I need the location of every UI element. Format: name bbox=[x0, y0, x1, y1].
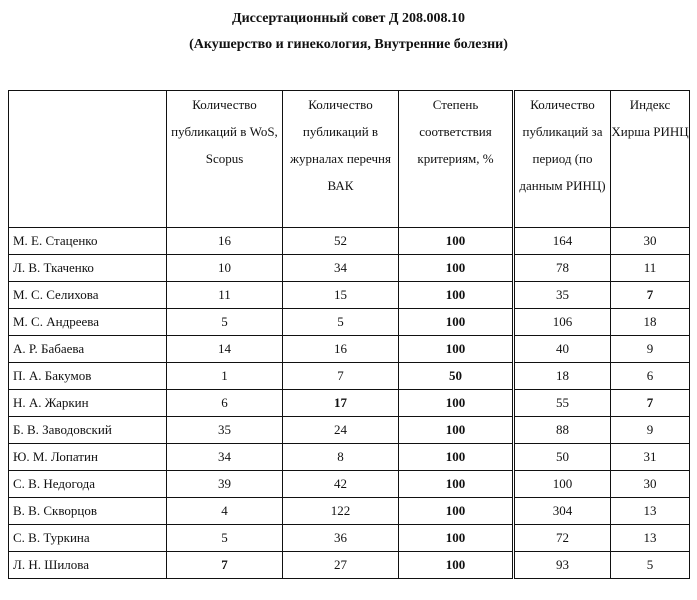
cell-hirsch: 13 bbox=[611, 498, 690, 525]
cell-hirsch: 18 bbox=[611, 309, 690, 336]
header-cell-hirsch: Индекс Хирша РИНЦ bbox=[611, 91, 690, 228]
table-row bbox=[9, 471, 690, 498]
cell-rinc: 100 bbox=[514, 471, 611, 498]
cell-criteria: 100 bbox=[399, 525, 514, 552]
cell-vak: 17 bbox=[283, 390, 399, 417]
cell-wos: 1 bbox=[167, 363, 283, 390]
table-row bbox=[9, 552, 690, 579]
cell-vak: 52 bbox=[283, 228, 399, 255]
cell-name: М. Е. Стаценко bbox=[9, 228, 167, 255]
cell-rinc: 40 bbox=[514, 336, 611, 363]
cell-name: С. В. Туркина bbox=[9, 525, 167, 552]
cell-wos: 39 bbox=[167, 471, 283, 498]
cell-rinc: 88 bbox=[514, 417, 611, 444]
cell-name: М. С. Селихова bbox=[9, 282, 167, 309]
cell-rinc: 50 bbox=[514, 444, 611, 471]
cell-vak: 7 bbox=[283, 363, 399, 390]
document-title: Диссертационный совет Д 208.008.10 bbox=[231, 11, 466, 26]
cell-wos: 14 bbox=[167, 336, 283, 363]
cell-hirsch: 30 bbox=[611, 228, 690, 255]
cell-name: Ю. М. Лопатин bbox=[9, 444, 167, 471]
table-row bbox=[9, 390, 690, 417]
cell-name: Н. А. Жаркин bbox=[9, 390, 167, 417]
cell-hirsch: 13 bbox=[611, 525, 690, 552]
cell-wos: 16 bbox=[167, 228, 283, 255]
cell-criteria: 100 bbox=[399, 282, 514, 309]
cell-vak: 36 bbox=[283, 525, 399, 552]
table-row bbox=[9, 309, 690, 336]
cell-name: А. Р. Бабаева bbox=[9, 336, 167, 363]
cell-rinc: 72 bbox=[514, 525, 611, 552]
table-row bbox=[9, 498, 690, 525]
cell-rinc: 55 bbox=[514, 390, 611, 417]
cell-criteria: 100 bbox=[399, 417, 514, 444]
cell-wos: 11 bbox=[167, 282, 283, 309]
cell-name: В. В. Скворцов bbox=[9, 498, 167, 525]
cell-criteria: 100 bbox=[399, 390, 514, 417]
cell-name: П. А. Бакумов bbox=[9, 363, 167, 390]
cell-rinc: 304 bbox=[514, 498, 611, 525]
cell-criteria: 100 bbox=[399, 498, 514, 525]
cell-rinc: 93 bbox=[514, 552, 611, 579]
table-row bbox=[9, 417, 690, 444]
header-cell-name bbox=[9, 91, 167, 228]
cell-hirsch: 5 bbox=[611, 552, 690, 579]
cell-wos: 10 bbox=[167, 255, 283, 282]
table-row bbox=[9, 336, 690, 363]
cell-rinc: 78 bbox=[514, 255, 611, 282]
cell-criteria: 100 bbox=[399, 552, 514, 579]
dissertation-council-table bbox=[8, 90, 690, 579]
cell-name: М. С. Андреева bbox=[9, 309, 167, 336]
cell-vak: 27 bbox=[283, 552, 399, 579]
cell-rinc: 18 bbox=[514, 363, 611, 390]
cell-rinc: 35 bbox=[514, 282, 611, 309]
cell-hirsch: 31 bbox=[611, 444, 690, 471]
cell-vak: 34 bbox=[283, 255, 399, 282]
cell-rinc: 106 bbox=[514, 309, 611, 336]
cell-hirsch: 9 bbox=[611, 417, 690, 444]
cell-rinc: 164 bbox=[514, 228, 611, 255]
header-cell-vak: Количество публикаций в журналах перечня ВАК bbox=[283, 91, 399, 228]
table-row bbox=[9, 255, 690, 282]
cell-criteria: 100 bbox=[399, 471, 514, 498]
cell-vak: 5 bbox=[283, 309, 399, 336]
header-cell-rinc: Количество публикаций за период (по данным РИНЦ) bbox=[514, 91, 611, 228]
cell-criteria: 100 bbox=[399, 336, 514, 363]
cell-hirsch: 11 bbox=[611, 255, 690, 282]
cell-wos: 5 bbox=[167, 309, 283, 336]
cell-wos: 7 bbox=[167, 552, 283, 579]
cell-name: Л. Н. Шилова bbox=[9, 552, 167, 579]
table-row bbox=[9, 444, 690, 471]
cell-hirsch: 6 bbox=[611, 363, 690, 390]
table-header-row bbox=[9, 91, 690, 228]
cell-hirsch: 7 bbox=[611, 282, 690, 309]
cell-hirsch: 7 bbox=[611, 390, 690, 417]
cell-name: С. В. Недогода bbox=[9, 471, 167, 498]
cell-criteria: 100 bbox=[399, 444, 514, 471]
cell-criteria: 100 bbox=[399, 255, 514, 282]
cell-wos: 4 bbox=[167, 498, 283, 525]
cell-vak: 42 bbox=[283, 471, 399, 498]
header-cell-criteria: Степень соответствия критериям, % bbox=[399, 91, 514, 228]
cell-name: Л. В. Ткаченко bbox=[9, 255, 167, 282]
cell-vak: 15 bbox=[283, 282, 399, 309]
cell-criteria: 100 bbox=[399, 228, 514, 255]
cell-vak: 24 bbox=[283, 417, 399, 444]
cell-vak: 122 bbox=[283, 498, 399, 525]
table-row bbox=[9, 525, 690, 552]
document-subtitle: (Акушерство и гинекология, Внутренние болезни) bbox=[189, 37, 508, 52]
cell-wos: 5 bbox=[167, 525, 283, 552]
header-cell-wos: Количество публикаций в WoS, Scopus bbox=[167, 91, 283, 228]
cell-hirsch: 30 bbox=[611, 471, 690, 498]
cell-criteria: 100 bbox=[399, 309, 514, 336]
table-row bbox=[9, 363, 690, 390]
cell-name: Б. В. Заводовский bbox=[9, 417, 167, 444]
cell-criteria: 50 bbox=[399, 363, 514, 390]
cell-vak: 8 bbox=[283, 444, 399, 471]
cell-wos: 6 bbox=[167, 390, 283, 417]
cell-vak: 16 bbox=[283, 336, 399, 363]
table-row bbox=[9, 228, 690, 255]
cell-wos: 34 bbox=[167, 444, 283, 471]
table-row bbox=[9, 282, 690, 309]
cell-wos: 35 bbox=[167, 417, 283, 444]
cell-hirsch: 9 bbox=[611, 336, 690, 363]
